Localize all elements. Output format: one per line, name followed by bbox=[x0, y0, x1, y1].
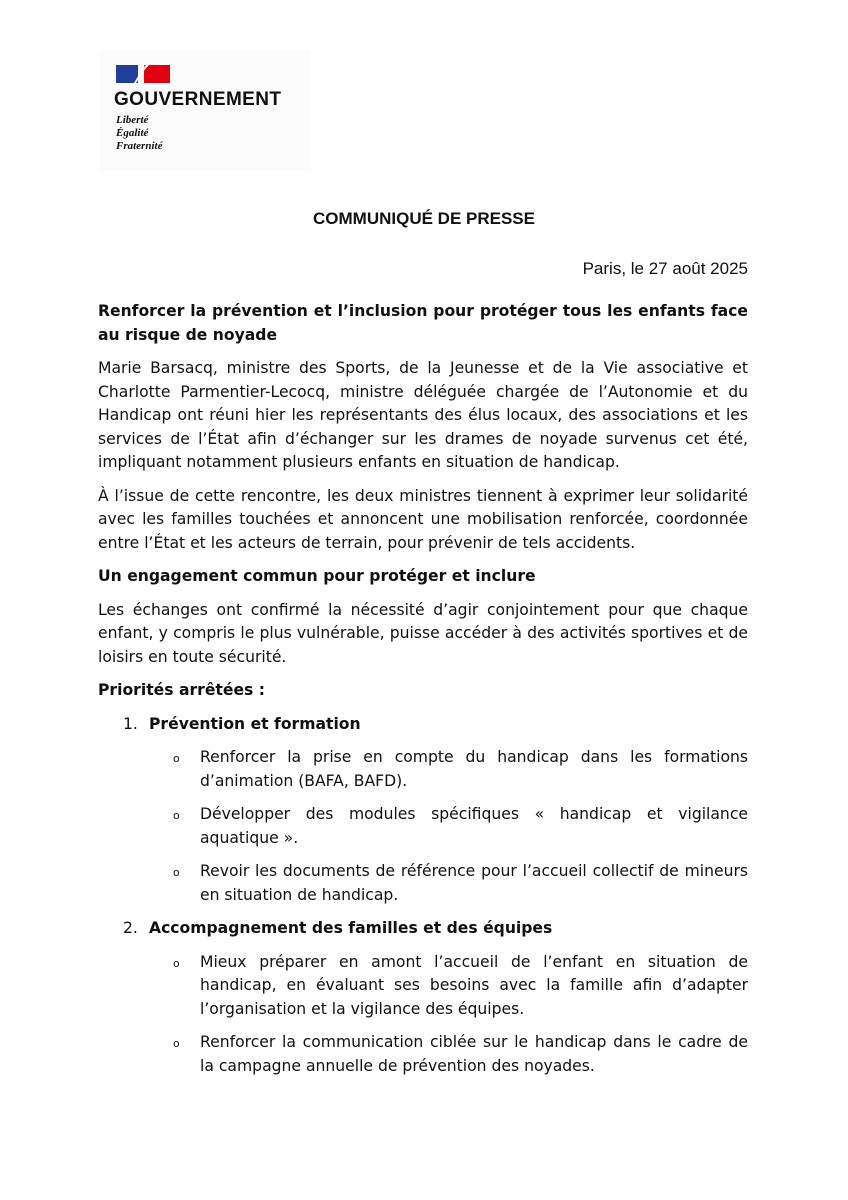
priority-sublist bbox=[149, 951, 748, 1079]
government-logo bbox=[100, 50, 310, 170]
priority-number: 2. bbox=[123, 919, 138, 937]
logo-motto: Liberté Égalité Fraternité bbox=[116, 114, 163, 152]
priority-title: Accompagnement des familles et des équipes bbox=[149, 919, 553, 937]
document-title: COMMUNIQUÉ DE PRESSE bbox=[313, 209, 535, 228]
paragraph-commitment: Les échanges ont confirmé la nécessité d’agir conjointement pour que chaque enfant, y compris le plus vulnérable, puisse accéder à des activités sportives et de loisirs en toute sécurité. bbox=[98, 600, 748, 666]
circle-bullet-icon: o bbox=[173, 752, 180, 765]
priority-item bbox=[98, 917, 748, 1078]
intro-paragraph: Marie Barsacq, ministre des Sports, de la Jeunesse et de la Vie associative et Charlotte Parmentier-Lecocq, ministre déléguée chargée de l’Autonomie et du Handicap ont réuni hier les représentants des élus locaux, des associations et les services de l’État afin d’échanger sur les drames de noyade survenus cet été, impliquant notamment plusieurs enfants en situation de handicap. bbox=[98, 359, 748, 471]
circle-bullet-icon: o bbox=[173, 809, 180, 822]
logo-government-name: GOUVERNEMENT bbox=[114, 89, 282, 110]
document-body bbox=[98, 300, 748, 1088]
priority-title: Prévention et formation bbox=[149, 714, 361, 733]
list-item: o Mieux préparer en amont l’accueil de l’enfant en situation de handicap, en évaluant ses besoins avec la famille afin d’adapter l’organisation et la vigilance des équipes. bbox=[173, 952, 748, 1018]
priority-item bbox=[98, 713, 748, 908]
priorities-label: Priorités arrêtées : bbox=[98, 681, 265, 699]
document-date: Paris, le 27 août 2025 bbox=[582, 259, 748, 278]
priority-number: 1. bbox=[123, 714, 138, 733]
list-item: o Renforcer la communication ciblée sur le handicap dans le cadre de la campagne annuelle de prévention des noyades. bbox=[173, 1033, 748, 1075]
circle-bullet-icon: o bbox=[173, 866, 180, 879]
marianne-flag-icon bbox=[116, 65, 170, 83]
list-item: o Revoir les documents de référence pour l’accueil collectif de mineurs en situation de handicap. bbox=[173, 862, 748, 904]
paragraph-solidarity: À l’issue de cette rencontre, les deux ministres tiennent à exprimer leur solidarité avec les familles touchées et annoncent une mobilisation renforcée, coordonnée entre l’État et les acteurs de terrain, pour prévenir de tels accidents. bbox=[98, 486, 748, 552]
circle-bullet-icon: o bbox=[173, 956, 180, 970]
priority-sublist bbox=[149, 746, 748, 907]
priorities-list bbox=[98, 713, 748, 1079]
list-item: o Renforcer la prise en compte du handicap dans les formations d’animation (BAFA, BAFD). bbox=[173, 748, 748, 790]
headline: Renforcer la prévention et l’inclusion pour protéger tous les enfants face au risque de noyade bbox=[98, 302, 748, 344]
list-item: o Développer des modules spécifiques « handicap et vigilance aquatique ». bbox=[173, 805, 748, 847]
subheading: Un engagement commun pour protéger et inclure bbox=[98, 567, 536, 585]
circle-bullet-icon: o bbox=[173, 1037, 180, 1050]
